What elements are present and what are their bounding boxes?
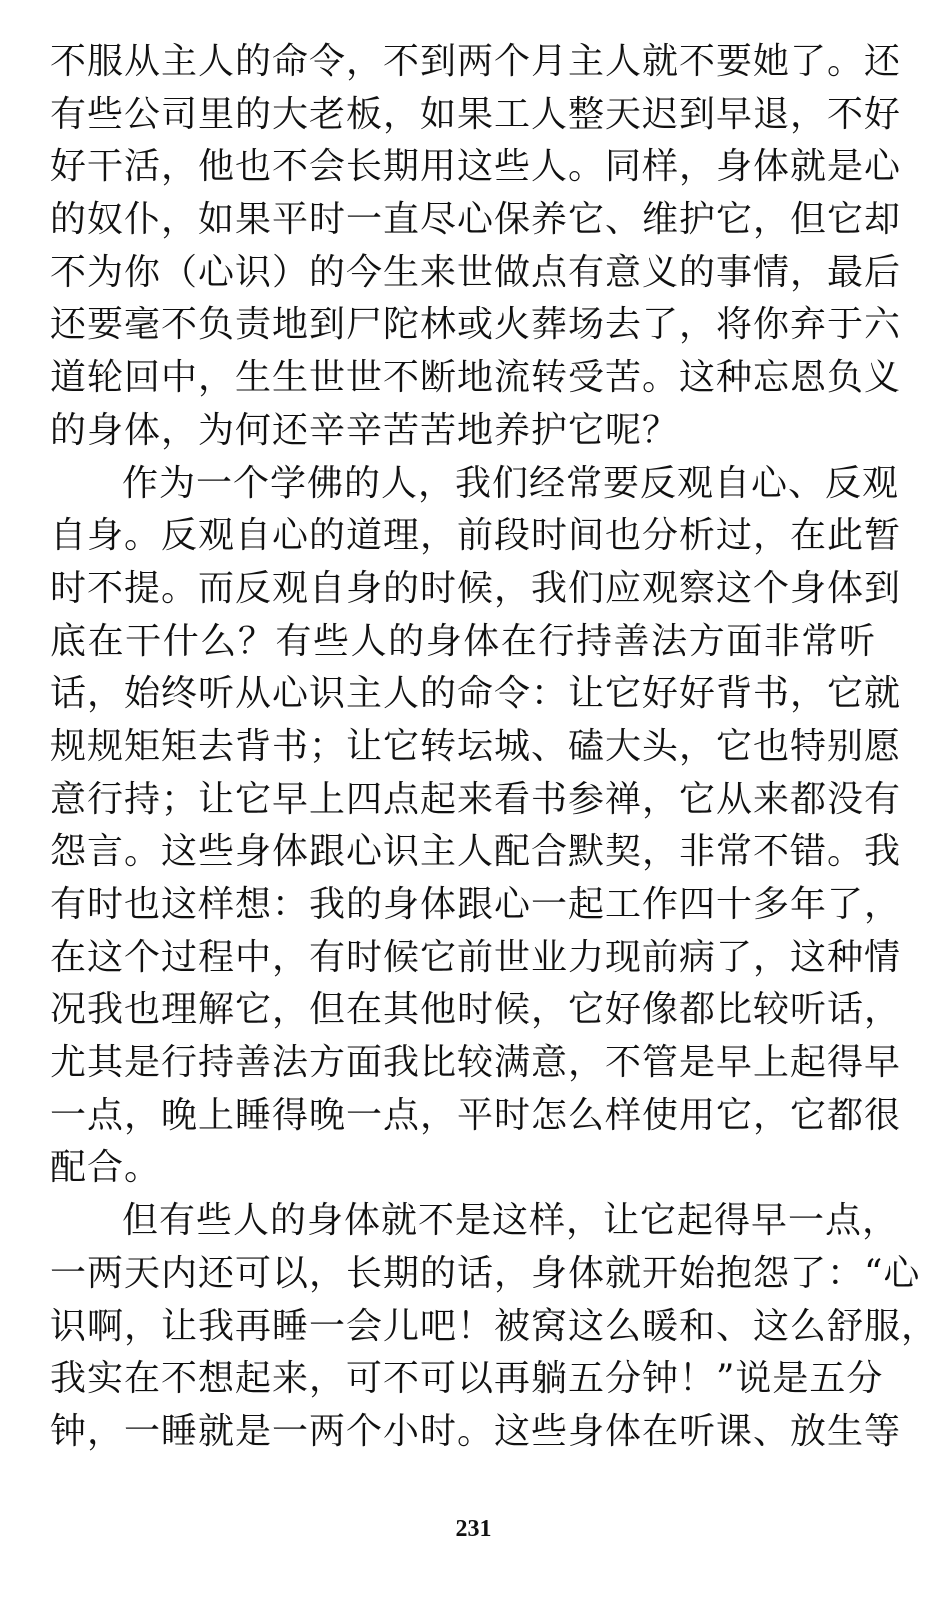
- text-line: 怨言。这些身体跟心识主人配合默契，非常不错。我: [50, 831, 902, 873]
- paragraph: [50, 1195, 939, 1458]
- body-text: [50, 36, 939, 1459]
- text-line: 我实在不想起来，可不可以再躺五分钟！”说是五分: [50, 1358, 884, 1400]
- paragraph: [50, 36, 902, 458]
- text-line: 一两天内还可以，长期的话，身体就开始抱怨了：“心: [50, 1252, 921, 1294]
- text-line: 识啊，让我再睡一会儿吧！被窝这么暖和、这么舒服，: [50, 1305, 939, 1347]
- paragraph: [50, 458, 902, 1196]
- text-line: 况我也理解它，但在其他时候，它好像都比较听话，: [50, 989, 902, 1031]
- text-line: 底在干什么？有些人的身体在行持善法方面非常听: [50, 620, 876, 662]
- text-line: 意行持；让它早上四点起来看书参禅，它从来都没有: [50, 778, 902, 820]
- text-line: 的身体，为何还辛辛苦苦地养护它呢？: [50, 409, 680, 451]
- text-line: 但有些人的身体就不是这样，让它起得早一点，: [122, 1200, 900, 1242]
- text-line: 道轮回中，生生世世不断地流转受苦。这种忘恩负义: [50, 357, 902, 399]
- text-line: 自身。反观自心的道理，前段时间也分析过，在此暂: [50, 515, 902, 557]
- text-line: 在这个过程中，有时候它前世业力现前病了，这种情: [50, 936, 902, 978]
- text-line: 不服从主人的命令，不到两个月主人就不要她了。还: [50, 41, 902, 82]
- page-number: 231: [455, 1516, 492, 1542]
- text-line: 话，始终听从心识主人的命令：让它好好背书，它就: [50, 673, 902, 715]
- text-line: 尤其是行持善法方面我比较满意，不管是早上起得早: [50, 1042, 902, 1084]
- text-line: 好干活，他也不会长期用这些人。同样，身体就是心: [50, 146, 902, 188]
- text-line: 有时也这样想：我的身体跟心一起工作四十多年了，: [50, 884, 902, 925]
- text-line: 时不提。而反观自身的时候，我们应观察这个身体到: [50, 567, 902, 609]
- text-line: 有些公司里的大老板，如果工人整天迟到早退，不好: [50, 93, 902, 135]
- text-line: 配合。: [50, 1147, 162, 1189]
- text-line: 钟，一睡就是一两个小时。这些身体在听课、放生等: [50, 1410, 902, 1452]
- text-line: 不为你（心识）的今生来世做点有意义的事情，最后: [50, 251, 902, 293]
- text-line: 的奴仆，如果平时一直尽心保养它、维护它，但它却: [50, 199, 902, 241]
- text-line: 规规矩矩去背书；让它转坛城、磕大头，它也特别愿: [50, 725, 902, 767]
- text-line: 一点，晚上睡得晚一点，平时怎么样使用它，它都很: [50, 1094, 902, 1136]
- text-line: 作为一个学佛的人，我们经常要反观自心、反观: [122, 462, 900, 504]
- text-line: 还要毫不负责地到尸陀林或火葬场去了，将你弃于六: [50, 304, 902, 346]
